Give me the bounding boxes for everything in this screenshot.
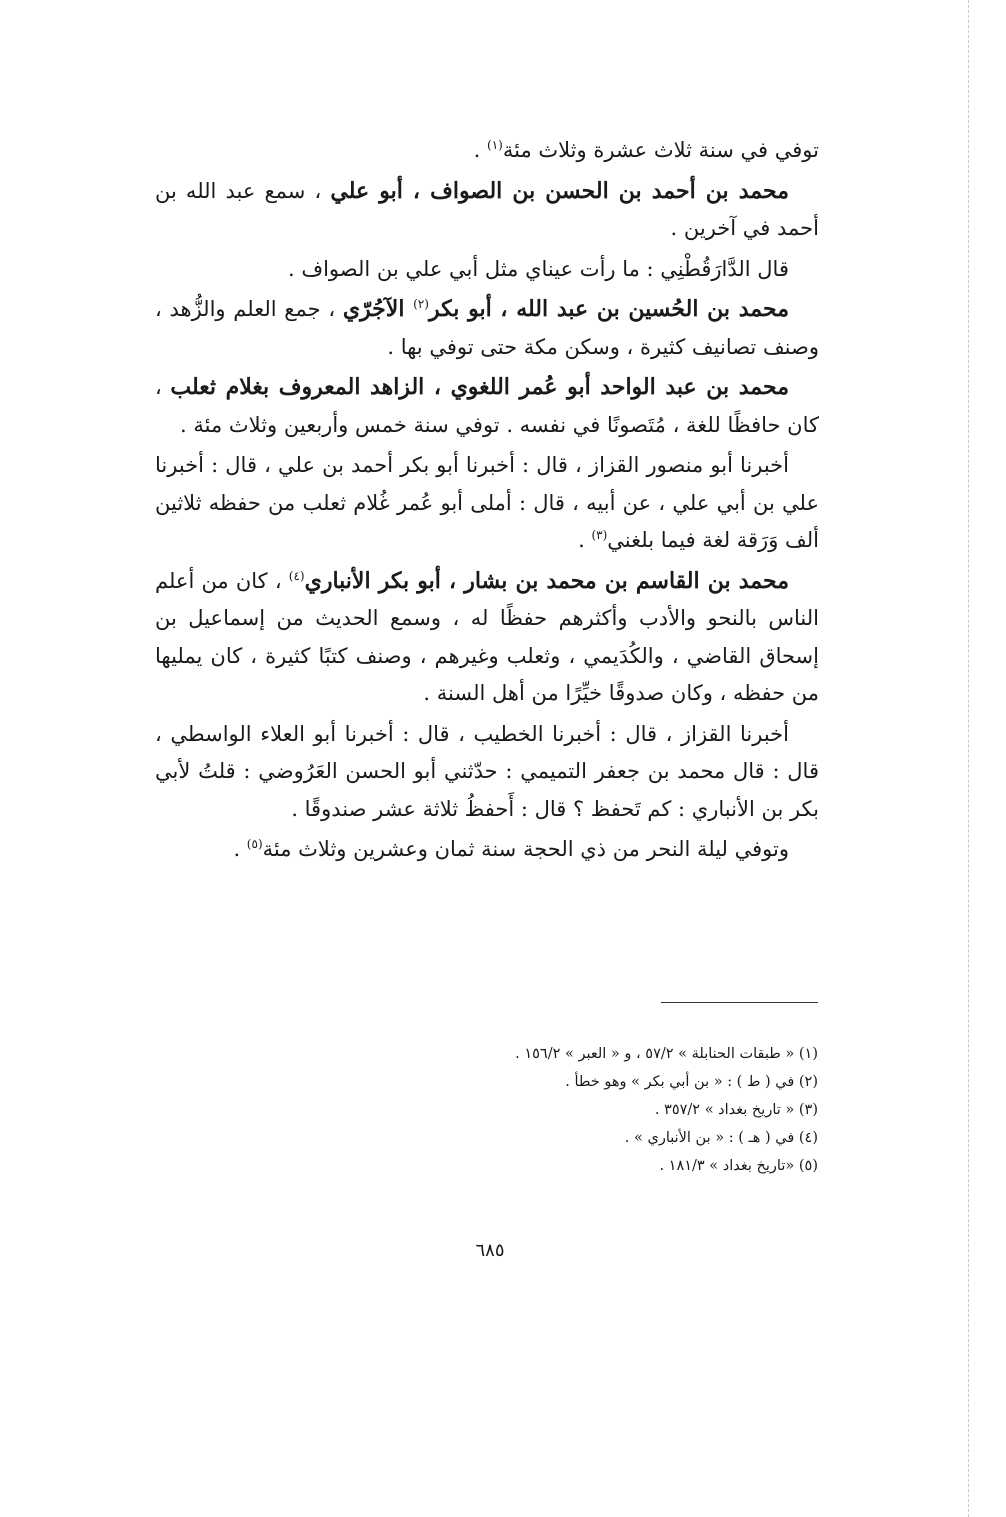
paragraph [155, 173, 819, 248]
paragraph-text: قال الدَّارَقُطْنِي : ما رأت عيناي مثل أبي علي بن الصواف . [287, 256, 789, 281]
paragraph [155, 563, 819, 713]
paragraph [155, 447, 819, 560]
main-text [155, 132, 819, 872]
paragraph [155, 291, 819, 366]
paragraph-text: أخبرنا أبو منصور القزاز ، قال : أخبرنا أبو بكر أحمد بن علي ، قال : أخبرنا علي بن أبي علي ، عن أبيه ، قال : أملى أبو عُمر غُلام ثعلب من حفظه ثلاثين ألف وَرَقة لغة فيما بلغني [155, 453, 819, 552]
paragraph [155, 132, 819, 170]
paragraph-text: ، كان حافظًا للغة ، مُتَصونًا في نفسه . توفي سنة خمس وأربعين وثلاث مئة . [155, 375, 819, 437]
footnote-ref: (١) [487, 138, 503, 152]
footnote: (٤) في ( هـ ) : « بن الأنباري » . [624, 1130, 818, 1146]
paragraph-text: ، سمع عبد الله بن أحمد في آخرين . [155, 178, 819, 240]
footnotes [300, 1040, 818, 1180]
entry-name: محمد بن الحُسين بن عبد الله ، أبو بكر [428, 296, 789, 322]
footnote: (٢) في ( ط ) : « بن أبي بكر » وهو خطأ . [565, 1074, 818, 1090]
entry-name: محمد بن أحمد بن الحسن بن الصواف ، أبو علي [330, 177, 790, 204]
footnote-ref: (٤) [288, 568, 305, 583]
paragraph-end: . [233, 837, 247, 861]
paragraph-text: أخبرنا القزاز ، قال : أخبرنا الخطيب ، قال : أخبرنا أبو العلاء الواسطي ، قال : قال محمد بن جعفر التميمي : حدّثني أبو الحسن العَرُوضي : قلتُ لأبي بكر بن الأنباري : كم تَحفظ ؟ قال : أَحفظُ ثلاثة عشر صندوقًا . [155, 721, 819, 821]
paragraph-text: ، جمع العلم والزُّهد ، وصنف تصانيف كثيرة ، وسكن مكة حتى توفي بها . [155, 297, 819, 359]
footnote-ref: (٣) [591, 528, 608, 542]
footnote-ref: (٢) [413, 297, 429, 311]
footnote-separator [661, 1002, 818, 1003]
footnote: (٥) «تاريخ بغداد » ١٨١/٣ . [659, 1158, 818, 1174]
paragraph [155, 831, 819, 869]
paragraph-text: وتوفي ليلة النحر من ذي الحجة سنة ثمان وعشرين وثلاث مئة [262, 837, 789, 861]
footnote-ref: (٥) [246, 837, 263, 851]
entry-name: محمد بن القاسم بن محمد بن بشار ، أبو بكر الأنباري [304, 567, 789, 594]
paragraph-text: توفي في سنة ثلاث عشرة وثلاث مئة [502, 138, 819, 162]
paragraph [155, 251, 819, 289]
paragraph [155, 716, 819, 829]
entry-name: الآجُرّي [342, 296, 414, 322]
paragraph-end: . [473, 138, 488, 162]
paragraph-end: . [578, 528, 592, 552]
paragraph [155, 369, 819, 444]
paragraph-text: ، كان من أعلم الناس بالنحو والأدب وأكثرهم حفظًا له ، وسمع الحديث من إسماعيل بن إسحاق القاضي ، والكُدَيمي ، وثعلب وغيرهم ، وصنف كتبًا كثيرة ، كان يمليها من حفظه ، وكان صدوقًا خيِّرًا من أهل السنة . [155, 568, 819, 705]
entry-name: محمد بن عبد الواحد أبو عُمر اللغوي ، الزاهد المعروف بغلام ثعلب [170, 374, 789, 400]
footnote: (١) « طبقات الحنابلة » ٥٧/٢ ، و « العبر » ١٥٦/٢ . [515, 1046, 818, 1062]
page-number: ٦٨٥ [475, 1240, 505, 1261]
footnote: (٣) « تاريخ بغداد » ٣٥٧/٢ . [654, 1102, 818, 1118]
scan-edge-line [968, 0, 969, 1517]
